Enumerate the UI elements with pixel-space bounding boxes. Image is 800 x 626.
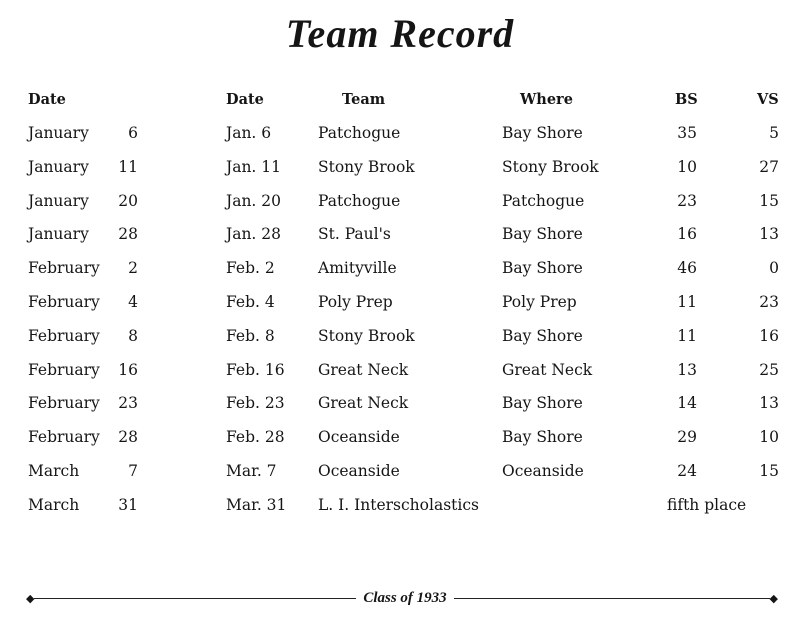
footer <box>26 590 778 608</box>
cell-abbr: Jan. 11 <box>226 157 282 176</box>
table-row <box>0 293 800 323</box>
cell-bs: 11 <box>677 293 697 311</box>
cell-bs: 35 <box>677 124 697 142</box>
diamond-ornament-icon: ◆ <box>26 592 35 605</box>
cell-where: Bay Shore <box>502 326 583 345</box>
table-row <box>0 394 800 424</box>
cell-team: Stony Brook <box>318 326 415 345</box>
cell-team: Stony Brook <box>318 157 415 176</box>
cell-abbr: Feb. 4 <box>226 293 275 311</box>
cell-abbr: Feb. 28 <box>226 428 285 447</box>
cell-vs: 0 <box>769 259 779 278</box>
cell-vs: 13 <box>759 225 779 244</box>
cell-team: Great Neck <box>318 394 409 413</box>
cell-day: 31 <box>118 495 138 514</box>
table-row <box>0 327 800 357</box>
cell-abbr: Mar. 31 <box>226 495 287 514</box>
cell-team: Patchogue <box>318 191 401 210</box>
cell-team: Great Neck <box>318 360 409 379</box>
cell-month: February <box>28 394 100 413</box>
cell-month: January <box>28 225 89 244</box>
header-bs: BS <box>675 91 698 108</box>
cell-day: 2 <box>128 259 138 278</box>
cell-where: Bay Shore <box>502 428 583 447</box>
cell-day: 7 <box>128 462 138 480</box>
cell-where: Patchogue <box>502 191 585 210</box>
header-team: Team <box>342 91 386 108</box>
cell-team: Poly Prep <box>318 293 393 311</box>
cell-day: 4 <box>128 293 138 311</box>
header-date-left: Date <box>28 91 66 108</box>
cell-bs: 14 <box>677 394 697 413</box>
cell-team: Oceanside <box>318 462 400 480</box>
footer-rule-left <box>34 598 356 599</box>
cell-team: St. Paul's <box>318 225 391 244</box>
cell-team: L. I. Interscholastics <box>318 495 479 514</box>
cell-month: January <box>28 157 89 176</box>
cell-bs: 23 <box>677 191 697 210</box>
cell-month: February <box>28 259 100 278</box>
cell-day: 8 <box>128 326 138 345</box>
header-where: Where <box>520 91 573 108</box>
table-row <box>0 428 800 458</box>
cell-abbr: Feb. 8 <box>226 326 275 345</box>
cell-month: February <box>28 428 100 447</box>
cell-vs: 15 <box>759 191 779 210</box>
cell-vs: 15 <box>759 462 779 480</box>
table-row <box>0 462 800 492</box>
cell-where: Bay Shore <box>502 394 583 413</box>
page-title: Team Record <box>285 11 515 56</box>
footer-class-label: Class of 1933 <box>363 590 447 606</box>
cell-where: Great Neck <box>502 360 593 379</box>
cell-month: February <box>28 360 100 379</box>
cell-vs: 27 <box>759 157 779 176</box>
table-row <box>0 259 800 289</box>
cell-bs: 46 <box>677 259 697 278</box>
cell-abbr: Feb. 23 <box>226 394 285 413</box>
table-row <box>0 361 800 391</box>
cell-abbr: Jan. 6 <box>226 124 272 142</box>
table-row <box>0 158 800 188</box>
cell-where: Oceanside <box>502 462 584 480</box>
cell-where: Bay Shore <box>502 225 583 244</box>
cell-bs: 10 <box>677 157 697 176</box>
cell-month: March <box>28 462 80 480</box>
cell-day: 6 <box>128 124 138 142</box>
cell-bs: 13 <box>677 360 697 379</box>
cell-day: 23 <box>118 394 138 413</box>
cell-month: February <box>28 293 100 311</box>
cell-abbr: Jan. 28 <box>226 225 282 244</box>
cell-bs: 11 <box>677 326 697 345</box>
cell-where: Stony Brook <box>502 157 599 176</box>
footer-rule-right <box>454 598 770 599</box>
cell-day: 28 <box>118 225 138 244</box>
cell-day: 28 <box>118 428 138 447</box>
cell-bs: 16 <box>677 225 697 244</box>
table-row <box>0 192 800 222</box>
cell-vs: 25 <box>759 360 779 379</box>
cell-abbr: Feb. 16 <box>226 360 285 379</box>
cell-note: fifth place <box>667 495 747 514</box>
cell-month: February <box>28 326 100 345</box>
cell-month: March <box>28 495 80 514</box>
diamond-ornament-icon: ◆ <box>769 592 778 605</box>
header-vs: VS <box>757 91 779 108</box>
table-row <box>0 496 800 526</box>
cell-where: Poly Prep <box>502 293 577 311</box>
cell-bs: 29 <box>677 428 697 447</box>
cell-abbr: Jan. 20 <box>226 191 282 210</box>
cell-vs: 16 <box>759 326 779 345</box>
cell-day: 20 <box>118 191 138 210</box>
cell-vs: 23 <box>759 293 779 311</box>
cell-team: Oceanside <box>318 428 400 447</box>
cell-vs: 5 <box>769 124 779 142</box>
cell-month: January <box>28 124 89 142</box>
cell-vs: 10 <box>759 428 779 447</box>
cell-team: Amityville <box>318 259 397 278</box>
cell-where: Bay Shore <box>502 259 583 278</box>
cell-abbr: Mar. 7 <box>226 462 277 480</box>
cell-bs: 24 <box>677 462 697 480</box>
cell-day: 16 <box>118 360 138 379</box>
table-row <box>0 225 800 255</box>
cell-where: Bay Shore <box>502 124 583 142</box>
cell-vs: 13 <box>759 394 779 413</box>
header-date-right: Date <box>226 91 264 108</box>
cell-abbr: Feb. 2 <box>226 259 275 278</box>
cell-day: 11 <box>118 157 138 176</box>
cell-team: Patchogue <box>318 124 401 142</box>
table-row <box>0 124 800 154</box>
cell-month: January <box>28 191 89 210</box>
